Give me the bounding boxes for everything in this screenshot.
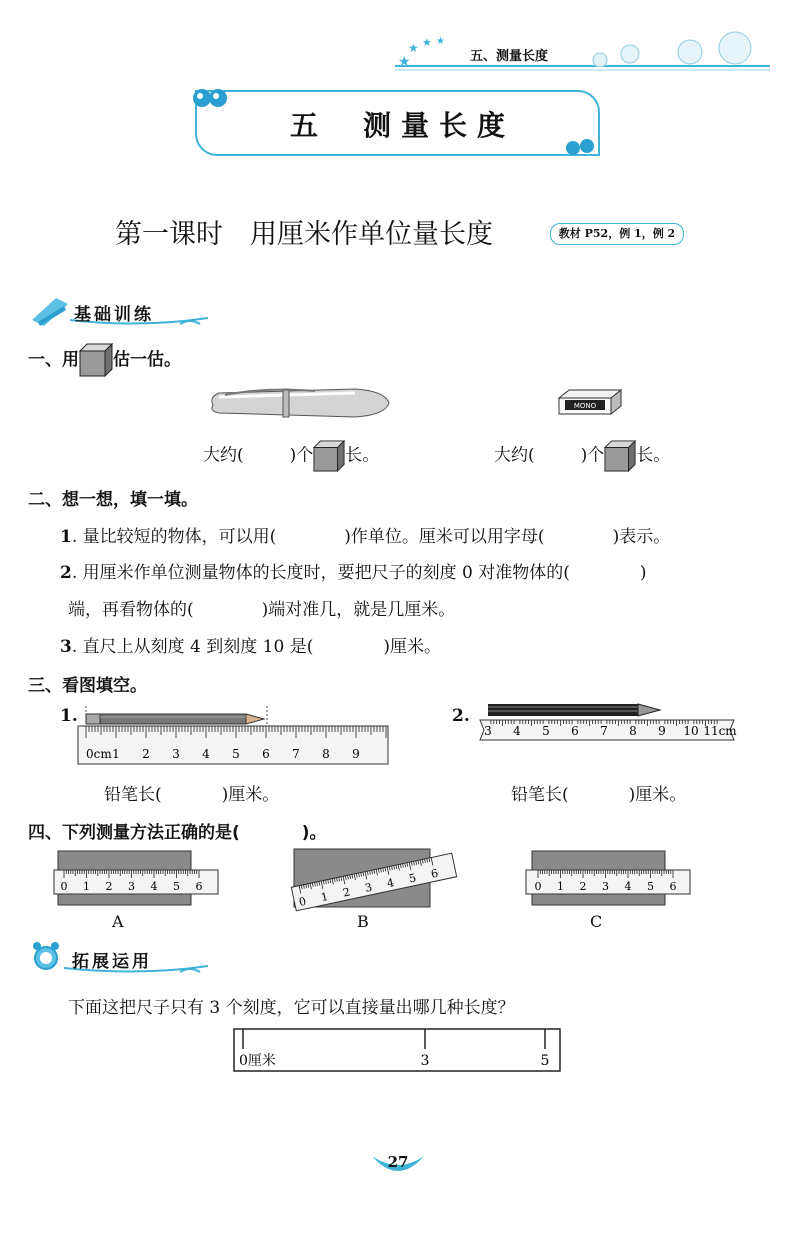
running-title: 五、测量长度 xyxy=(470,49,549,64)
answer-open: 铅笔长( xyxy=(511,785,569,805)
fig-dot: . xyxy=(463,706,470,726)
ruler-tick-label: 4 xyxy=(202,747,210,761)
svg-text:★: ★ xyxy=(422,36,432,49)
q3-ruler-2 xyxy=(478,702,740,752)
ruler-tick-label: 0 xyxy=(60,880,68,893)
answer-open: 铅笔长( xyxy=(104,785,162,805)
q3-fig2-answer xyxy=(511,780,686,805)
pencil xyxy=(86,714,264,724)
ruler-tick-label: 3 xyxy=(484,724,492,738)
ruler-tick-label: 5 xyxy=(407,871,418,886)
section-basic-header xyxy=(30,294,200,328)
ruler-tick-label: 1 xyxy=(319,890,330,905)
ruler-tick-label: 4 xyxy=(385,875,396,891)
ruler-tick-label: 0 xyxy=(297,894,308,909)
q1-suffix: 估一估。 xyxy=(113,350,181,370)
mascot-icon xyxy=(563,134,603,160)
answer-open: 大约( xyxy=(203,445,244,466)
textbook-reference: 教材 P52，例 1，例 2 xyxy=(550,223,684,245)
cube-icon xyxy=(604,440,636,472)
svg-text:★: ★ xyxy=(436,36,445,47)
svg-text:★: ★ xyxy=(408,41,419,55)
ruler-tick-label: 2 xyxy=(142,747,150,761)
q4-option-c-figure xyxy=(524,848,694,908)
q2-item-2 xyxy=(60,558,647,583)
item-text: . 直尺上从刻度 4 到刻度 10 是( xyxy=(71,637,314,657)
q4-heading-text: 四、下列测量方法正确的是( xyxy=(28,823,240,843)
q1-prefix: 一、用 xyxy=(28,350,79,370)
q5-question: 下面这把尺子只有 3 个刻度，它可以直接量出哪几种长度？ xyxy=(68,998,515,1018)
ruler-tick-label: 8 xyxy=(629,724,637,738)
eraser-brand: MONO xyxy=(573,402,597,410)
ruler-tick-label: 3 xyxy=(172,747,180,761)
ruler-tick-label: 3 xyxy=(420,1053,430,1069)
q4-option-b-label[interactable]: B xyxy=(357,912,369,931)
ruler-tick-label: 2 xyxy=(579,880,587,893)
item-number: 3 xyxy=(60,637,72,657)
item-text: )表示。 xyxy=(612,527,671,547)
ruler-tick-label: 3 xyxy=(363,880,374,895)
q3-heading: 三、看图填空。 xyxy=(28,676,147,696)
ruler-tick-label: 7 xyxy=(600,724,608,738)
q2-item-1 xyxy=(60,522,670,547)
ruler-tick-label: 10 xyxy=(683,724,699,738)
ruler-tick-label: 6 xyxy=(669,880,677,893)
answer-close: )厘米。 xyxy=(221,785,280,805)
header-decoration xyxy=(390,30,790,80)
q4-heading xyxy=(28,818,327,843)
ruler-tick-label: 4 xyxy=(624,880,632,893)
pencil xyxy=(488,704,660,716)
ruler-tick-label: 0厘米 xyxy=(239,1053,276,1069)
ruler-tick-label: 3 xyxy=(602,880,609,893)
q2-heading: 二、想一想，填一填。 xyxy=(28,490,198,510)
q4-option-b-figure xyxy=(288,846,460,912)
q5-ruler xyxy=(232,1027,562,1073)
item-text: ) xyxy=(639,563,647,583)
ruler-tick-label: 5 xyxy=(647,880,654,893)
ruler-tick-label: 6 xyxy=(429,866,440,881)
q4-option-c-label[interactable]: C xyxy=(590,912,603,931)
q2-item-2-cont xyxy=(68,595,455,620)
answer-mid: )个 xyxy=(580,445,605,466)
item-number: 1 xyxy=(60,527,72,547)
mascot-icon xyxy=(191,84,231,114)
fig-number: 2 xyxy=(452,706,464,726)
answer-close: 长。 xyxy=(345,445,380,466)
unit-banner xyxy=(195,90,600,158)
q1-left-answer xyxy=(203,440,379,472)
q4-option-a-label[interactable]: A xyxy=(112,912,124,931)
ruler-tick-label: 5 xyxy=(232,747,240,761)
q2-item-3 xyxy=(60,632,441,657)
ruler-tick-label: 2 xyxy=(105,880,113,893)
item-number: 2 xyxy=(60,563,72,583)
pen-image xyxy=(205,383,391,423)
ruler-tick-label: 4 xyxy=(150,880,158,893)
q3-fig2-number xyxy=(452,706,470,726)
ruler-tick-label: 5 xyxy=(542,724,550,738)
item-text: )作单位。厘米可以用字母( xyxy=(344,527,545,547)
fig-dot: . xyxy=(71,706,78,726)
section-basic-label: 基础训练 xyxy=(74,305,154,325)
ruler-tick-label: 6 xyxy=(195,880,203,893)
q4-heading-end: )。 xyxy=(301,823,327,843)
q1-right-answer xyxy=(494,440,670,472)
q4-option-a-figure xyxy=(52,848,222,908)
item-text: . 量比较短的物体，可以用( xyxy=(71,527,277,547)
ruler-tick-label: 9 xyxy=(658,724,666,738)
answer-close: 长。 xyxy=(636,445,671,466)
ruler-tick-label: 2 xyxy=(341,885,352,900)
item-text: )端对准几，就是几厘米。 xyxy=(261,600,456,620)
answer-open: 大约( xyxy=(494,445,535,466)
ruler-tick-label: 5 xyxy=(540,1053,550,1069)
q1-prompt xyxy=(28,343,181,377)
answer-close: )厘米。 xyxy=(628,785,687,805)
fig-number: 1 xyxy=(60,706,72,726)
ruler-tick-label: 6 xyxy=(571,724,579,738)
section-ext-label: 拓展运用 xyxy=(72,952,152,972)
cube-icon xyxy=(313,440,345,472)
page-header xyxy=(0,0,800,80)
item-text: )厘米。 xyxy=(383,637,441,657)
page-number: 27 xyxy=(387,1153,409,1171)
item-text: . 用厘米作单位测量物体的长度时，要把尺子的刻度 0 对准物体的( xyxy=(71,563,570,583)
unit-title: 测量长度 xyxy=(363,109,516,142)
ruler-tick-label: 5 xyxy=(173,880,180,893)
ruler-tick-label: 1 xyxy=(83,880,90,893)
ruler-tick-label: 3 xyxy=(128,880,135,893)
lesson-title: 第一课时 用厘米作单位量长度 xyxy=(115,219,493,250)
ruler-tick-label: 0 xyxy=(534,880,542,893)
q3-ruler-1 xyxy=(76,704,394,766)
ruler-tick-label: 0cm xyxy=(86,747,112,761)
ruler-tick-label: 1 xyxy=(112,747,120,761)
ruler-tick-label: 7 xyxy=(292,747,300,761)
item-text: 端，再看物体的( xyxy=(68,600,194,620)
answer-mid: )个 xyxy=(289,445,314,466)
ruler-tick-label: 9 xyxy=(352,747,360,761)
eraser-image xyxy=(557,388,623,416)
cube-icon xyxy=(79,343,113,377)
ruler-tick-label: 11cm xyxy=(703,724,737,738)
q3-fig1-answer xyxy=(104,780,279,805)
ruler-tick-label: 6 xyxy=(262,747,270,761)
svg-text:★: ★ xyxy=(398,54,411,70)
unit-number: 五 xyxy=(290,109,323,142)
ruler-tick-label: 1 xyxy=(557,880,564,893)
ruler-tick-label: 4 xyxy=(513,724,521,738)
ruler-tick-label: 8 xyxy=(322,747,330,761)
section-ext-header xyxy=(30,940,200,974)
